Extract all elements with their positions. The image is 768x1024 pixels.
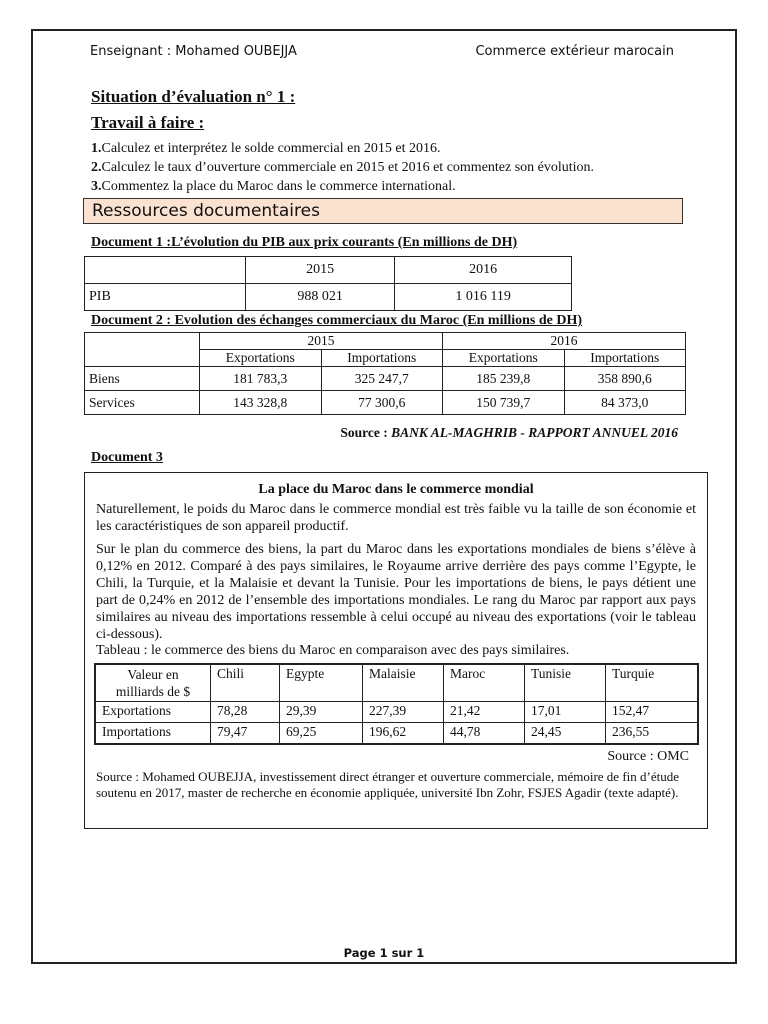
paragraph: Tableau : le commerce des biens du Maroc en comparaison avec des pays similaires. — [96, 643, 570, 658]
doc2-title: Document 2 : Evolution des échanges commerciaux du Maroc (En millions de DH) — [91, 313, 583, 328]
doc3-source: Source : Mohamed OUBEJJA, investissement direct étranger et ouverture commerciale, mémoire de fin d’étude soutenu en 2017, master de recherche en économie appliquée, université Ibn Zohr, FSJES Agadir (texte adapté). — [96, 769, 680, 800]
sub-header: Importations — [564, 350, 686, 367]
row-label: Services — [85, 391, 200, 415]
sub-header: Exportations — [443, 350, 565, 367]
table-cell: 150 739,7 — [443, 391, 565, 415]
task-number: 3. — [91, 179, 102, 194]
sub-header: Exportations — [200, 350, 322, 367]
task-item — [91, 158, 711, 177]
row-label: Exportations — [95, 702, 211, 723]
situation-title: Situation d’évaluation n° 1 : — [91, 87, 296, 106]
country-header: Maroc — [444, 664, 525, 702]
header-subject: Commerce extérieur marocain — [475, 44, 674, 59]
task-item — [91, 139, 711, 158]
country-header: Egypte — [280, 664, 363, 702]
table-cell: 79,47 — [211, 723, 280, 745]
head-line: milliards de $ — [115, 684, 191, 699]
paragraph: Sur le plan du commerce des biens, la part du Maroc dans les exportations mondiales de biens s’élève à 0,12% en 2012. Comparé à des pays similaires, le Royaume arrive derrière des pays comme l’Egypte, le Chili, la Turquie, et la Malaisie et devant la Tunisie. Pour les importations de biens, le pays détient une part de 0,24% en 2012 de l’ensemble des importations mondiales. Le rang du Maroc par rapport aux pays similaires au niveau des importations ressemble à celui occupé au niveau des exportations (voir le tableau ci-dessous). — [96, 542, 696, 642]
table-cell: 1 016 119 — [395, 284, 572, 311]
page-footer: Page 1 sur 1 — [343, 946, 425, 960]
table-row — [95, 702, 698, 723]
country-header: Chili — [211, 664, 280, 702]
task-number: 1. — [91, 141, 102, 156]
table-row — [95, 723, 698, 745]
table-cell: 185 239,8 — [443, 367, 565, 391]
table-cell: 24,45 — [525, 723, 606, 745]
table-row — [85, 257, 572, 284]
table-row — [85, 333, 686, 350]
table-cell: 227,39 — [363, 702, 444, 723]
table-cell: 29,39 — [280, 702, 363, 723]
header-teacher: Enseignant : Mohamed OUBEJJA — [90, 44, 297, 59]
table-cell: 196,62 — [363, 723, 444, 745]
table-cell: 358 890,6 — [564, 367, 686, 391]
country-header: Turquie — [606, 664, 699, 702]
table-cell: 84 373,0 — [564, 391, 686, 415]
row-label: Biens — [85, 367, 200, 391]
table-cell: 17,01 — [525, 702, 606, 723]
doc3-box-title: La place du Maroc dans le commerce mondial — [258, 482, 534, 497]
table-row — [85, 391, 686, 415]
table-row — [85, 284, 572, 311]
paragraph: Naturellement, le poids du Maroc dans le commerce mondial est très faible vu la taille de son économie et les caractéristiques de son appareil productif. — [96, 502, 696, 534]
source-text: BANK AL-MAGHRIB - RAPPORT ANNUEL 2016 — [391, 425, 678, 440]
table-cell: 988 021 — [246, 284, 395, 311]
table-cell: 152,47 — [606, 702, 699, 723]
row-label: PIB — [85, 284, 246, 311]
travail-title: Travail à faire : — [91, 113, 205, 132]
table-row — [85, 367, 686, 391]
sub-header: Importations — [321, 350, 443, 367]
doc2-source — [340, 425, 678, 441]
table-cell: 181 783,3 — [200, 367, 322, 391]
country-header: Malaisie — [363, 664, 444, 702]
table-cell: 236,55 — [606, 723, 699, 745]
table-cell: 143 328,8 — [200, 391, 322, 415]
table-cell: 69,25 — [280, 723, 363, 745]
pib-table — [84, 256, 572, 311]
table-head-cell — [95, 664, 211, 702]
doc3-title: Document 3 — [91, 450, 163, 465]
table-cell — [85, 333, 200, 367]
year-header: 2016 — [395, 257, 572, 284]
task-text: Calculez le taux d’ouverture commerciale en 2015 et 2016 et commentez son évolution. — [101, 160, 595, 175]
source-label: Source : — [340, 425, 392, 440]
task-text: Calculez et interprétez le solde commercial en 2015 et 2016. — [101, 141, 441, 156]
table-cell — [85, 257, 246, 284]
table-cell: 77 300,6 — [321, 391, 443, 415]
doc1-title: Document 1 :L’évolution du PIB aux prix courants (En millions de DH) — [91, 235, 518, 250]
task-text: Commentez la place du Maroc dans le commerce international. — [101, 179, 456, 194]
row-label: Importations — [95, 723, 211, 745]
task-item — [91, 177, 711, 196]
doc3-box — [84, 472, 708, 829]
table-row — [95, 664, 698, 702]
table-cell: 44,78 — [444, 723, 525, 745]
comparison-table — [94, 663, 699, 745]
task-number: 2. — [91, 160, 102, 175]
table-cell: 325 247,7 — [321, 367, 443, 391]
country-header: Tunisie — [525, 664, 606, 702]
ressources-banner: Ressources documentaires — [83, 198, 683, 224]
year-header: 2015 — [200, 333, 443, 350]
year-header: 2016 — [443, 333, 686, 350]
head-line: Valeur en — [127, 667, 179, 682]
omc-source: Source : OMC — [607, 749, 689, 764]
task-list — [91, 139, 711, 196]
year-header: 2015 — [246, 257, 395, 284]
trade-table — [84, 332, 686, 415]
table-cell: 78,28 — [211, 702, 280, 723]
table-cell: 21,42 — [444, 702, 525, 723]
